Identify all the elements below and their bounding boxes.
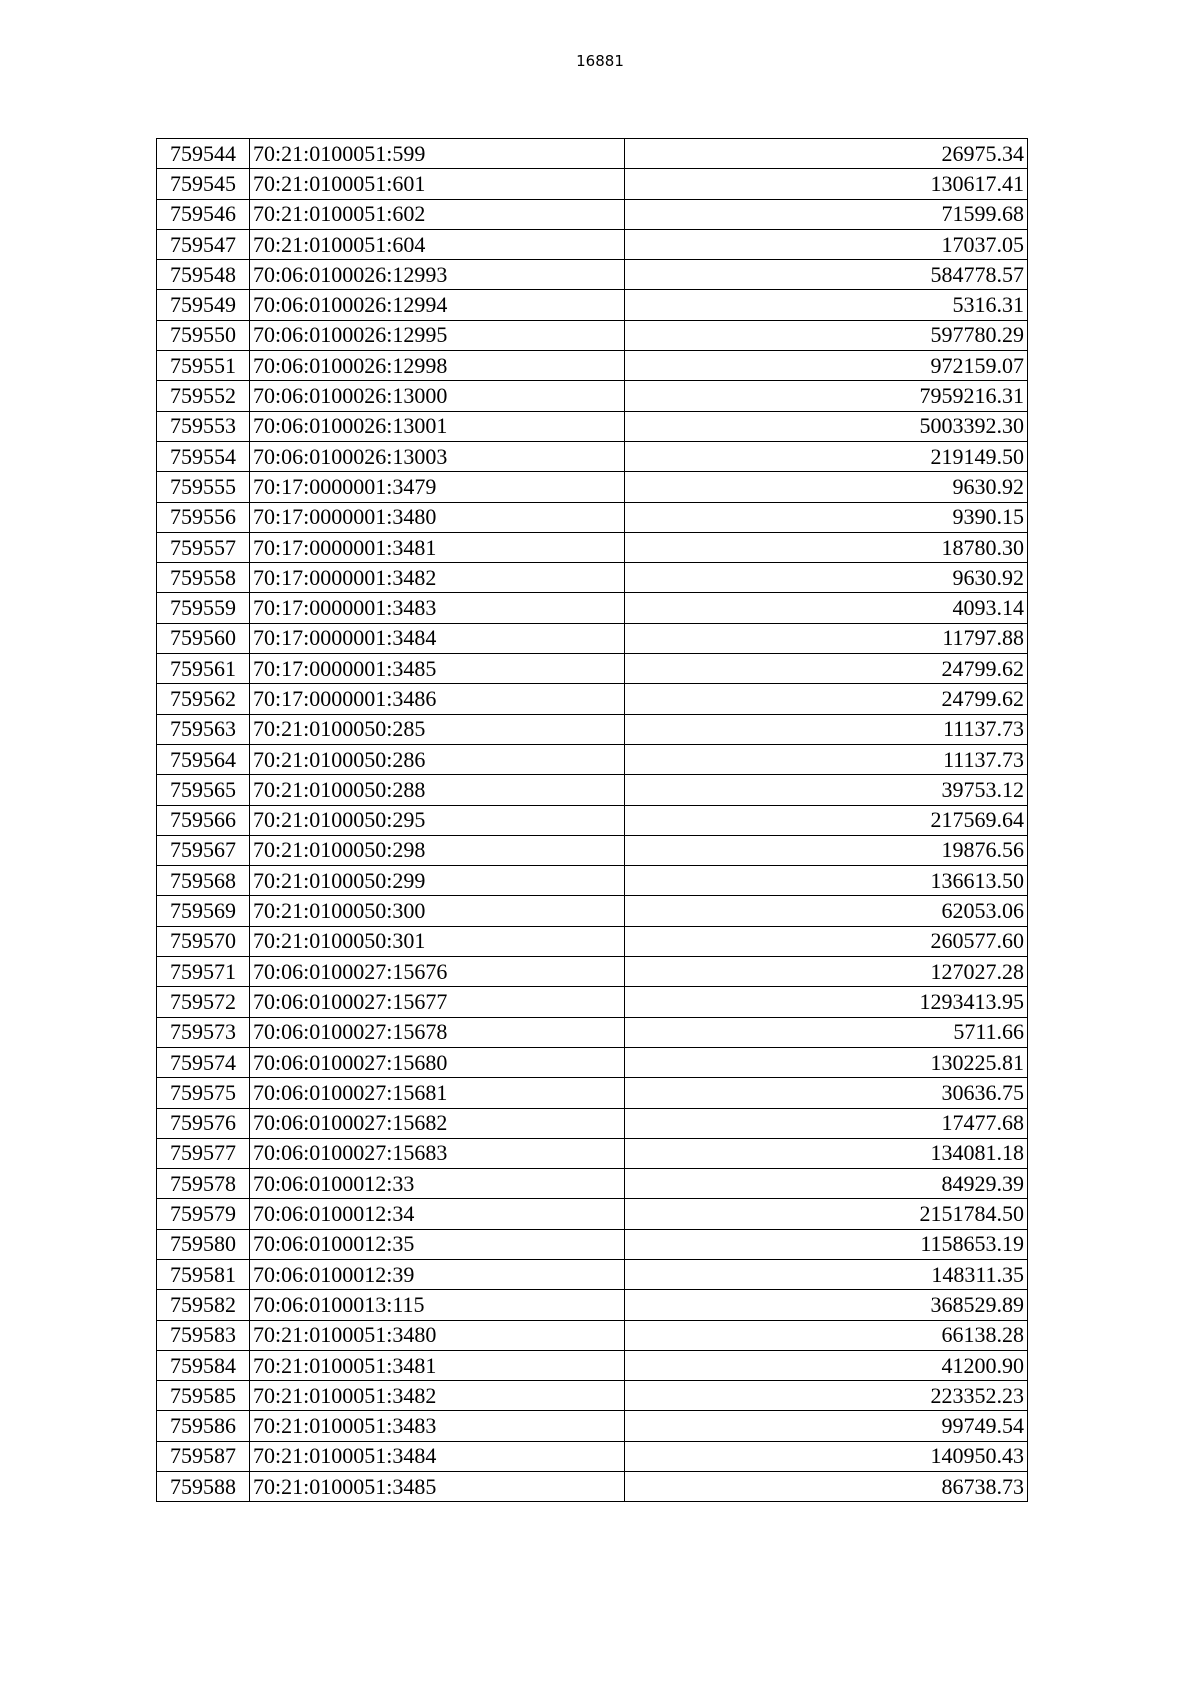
cadastral-value-cell: 219149.50 — [625, 441, 1028, 471]
page-number: 16881 — [576, 52, 624, 70]
cadastral-value-cell: 368529.89 — [625, 1290, 1028, 1320]
table-row — [157, 987, 1028, 1017]
row-number-cell: 759577 — [157, 1138, 250, 1168]
cadastral-value-cell: 24799.62 — [625, 684, 1028, 714]
cadastral-value-cell: 584778.57 — [625, 260, 1028, 290]
cadastral-value-cell: 24799.62 — [625, 654, 1028, 684]
row-number-cell: 759567 — [157, 835, 250, 865]
row-number-cell: 759570 — [157, 926, 250, 956]
row-number-cell: 759546 — [157, 199, 250, 229]
cadastral-value-cell: 11797.88 — [625, 623, 1028, 653]
row-number-cell: 759562 — [157, 684, 250, 714]
cadastral-value-cell: 1293413.95 — [625, 987, 1028, 1017]
cadastral-number-cell: 70:06:0100012:33 — [250, 1169, 625, 1199]
cadastral-value-cell: 223352.23 — [625, 1381, 1028, 1411]
cadastral-value-cell: 5711.66 — [625, 1017, 1028, 1047]
cadastral-value-cell: 972159.07 — [625, 351, 1028, 381]
row-number-cell: 759556 — [157, 502, 250, 532]
row-number-cell: 759576 — [157, 1108, 250, 1138]
cadastral-number-cell: 70:21:0100051:604 — [250, 229, 625, 259]
cadastral-number-cell: 70:17:0000001:3481 — [250, 532, 625, 562]
cadastral-number-cell: 70:06:0100027:15682 — [250, 1108, 625, 1138]
cadastral-number-cell: 70:21:0100050:295 — [250, 805, 625, 835]
table-row — [157, 1078, 1028, 1108]
row-number-cell: 759580 — [157, 1229, 250, 1259]
row-number-cell: 759560 — [157, 623, 250, 653]
cadastral-value-cell: 9630.92 — [625, 472, 1028, 502]
cadastral-number-cell: 70:21:0100051:3480 — [250, 1320, 625, 1350]
table-row — [157, 381, 1028, 411]
cadastral-number-cell: 70:06:0100027:15676 — [250, 957, 625, 987]
row-number-cell: 759574 — [157, 1047, 250, 1077]
row-number-cell: 759549 — [157, 290, 250, 320]
cadastral-value-cell: 597780.29 — [625, 320, 1028, 350]
cadastral-number-cell: 70:17:0000001:3480 — [250, 502, 625, 532]
table-row — [157, 623, 1028, 653]
table-row — [157, 1199, 1028, 1229]
row-number-cell: 759565 — [157, 775, 250, 805]
row-number-cell: 759552 — [157, 381, 250, 411]
row-number-cell: 759564 — [157, 744, 250, 774]
cadastral-number-cell: 70:21:0100050:299 — [250, 866, 625, 896]
cadastral-number-cell: 70:21:0100051:3485 — [250, 1472, 625, 1502]
table-row — [157, 411, 1028, 441]
cadastral-value-cell: 11137.73 — [625, 714, 1028, 744]
cadastral-number-cell: 70:21:0100051:602 — [250, 199, 625, 229]
cadastral-number-cell: 70:06:0100027:15683 — [250, 1138, 625, 1168]
cadastral-number-cell: 70:21:0100051:599 — [250, 139, 625, 169]
table-row — [157, 866, 1028, 896]
cadastral-value-cell: 136613.50 — [625, 866, 1028, 896]
cadastral-value-cell: 4093.14 — [625, 593, 1028, 623]
table-row — [157, 1472, 1028, 1502]
cadastral-number-cell: 70:06:0100026:13001 — [250, 411, 625, 441]
cadastral-value-cell: 30636.75 — [625, 1078, 1028, 1108]
cadastral-number-cell: 70:21:0100051:3483 — [250, 1411, 625, 1441]
cadastral-number-cell: 70:17:0000001:3479 — [250, 472, 625, 502]
cadastral-number-cell: 70:21:0100050:301 — [250, 926, 625, 956]
table-row — [157, 957, 1028, 987]
table-row — [157, 1047, 1028, 1077]
row-number-cell: 759573 — [157, 1017, 250, 1047]
cadastral-value-cell: 71599.68 — [625, 199, 1028, 229]
cadastral-number-cell: 70:21:0100051:3484 — [250, 1441, 625, 1471]
row-number-cell: 759554 — [157, 441, 250, 471]
cadastral-value-cell: 5003392.30 — [625, 411, 1028, 441]
cadastral-value-cell: 127027.28 — [625, 957, 1028, 987]
row-number-cell: 759561 — [157, 654, 250, 684]
row-number-cell: 759555 — [157, 472, 250, 502]
cadastral-number-cell: 70:06:0100026:12994 — [250, 290, 625, 320]
cadastral-value-cell: 217569.64 — [625, 805, 1028, 835]
cadastral-number-cell: 70:17:0000001:3483 — [250, 593, 625, 623]
table-row — [157, 744, 1028, 774]
cadastral-value-cell: 9390.15 — [625, 502, 1028, 532]
row-number-cell: 759563 — [157, 714, 250, 744]
table-row — [157, 441, 1028, 471]
row-number-cell: 759544 — [157, 139, 250, 169]
cadastral-value-table — [156, 138, 1028, 1502]
cadastral-number-cell: 70:06:0100026:13003 — [250, 441, 625, 471]
cadastral-value-cell: 5316.31 — [625, 290, 1028, 320]
table-row — [157, 1259, 1028, 1289]
row-number-cell: 759578 — [157, 1169, 250, 1199]
table-row — [157, 835, 1028, 865]
row-number-cell: 759582 — [157, 1290, 250, 1320]
row-number-cell: 759585 — [157, 1381, 250, 1411]
cadastral-value-cell: 19876.56 — [625, 835, 1028, 865]
table-row — [157, 684, 1028, 714]
table-row — [157, 563, 1028, 593]
cadastral-number-cell: 70:21:0100051:3482 — [250, 1381, 625, 1411]
table-row — [157, 139, 1028, 169]
row-number-cell: 759557 — [157, 532, 250, 562]
row-number-cell: 759581 — [157, 1259, 250, 1289]
row-number-cell: 759572 — [157, 987, 250, 1017]
cadastral-value-cell: 1158653.19 — [625, 1229, 1028, 1259]
table-row — [157, 169, 1028, 199]
cadastral-number-cell: 70:06:0100026:12995 — [250, 320, 625, 350]
table-row — [157, 260, 1028, 290]
cadastral-number-cell: 70:21:0100051:601 — [250, 169, 625, 199]
cadastral-number-cell: 70:21:0100050:285 — [250, 714, 625, 744]
cadastral-number-cell: 70:21:0100051:3481 — [250, 1350, 625, 1380]
row-number-cell: 759551 — [157, 351, 250, 381]
row-number-cell: 759558 — [157, 563, 250, 593]
cadastral-value-cell: 62053.06 — [625, 896, 1028, 926]
cadastral-number-cell: 70:21:0100050:298 — [250, 835, 625, 865]
table-row — [157, 290, 1028, 320]
cadastral-number-cell: 70:17:0000001:3482 — [250, 563, 625, 593]
cadastral-number-cell: 70:17:0000001:3484 — [250, 623, 625, 653]
row-number-cell: 759575 — [157, 1078, 250, 1108]
row-number-cell: 759583 — [157, 1320, 250, 1350]
cadastral-value-cell: 41200.90 — [625, 1350, 1028, 1380]
row-number-cell: 759548 — [157, 260, 250, 290]
row-number-cell: 759566 — [157, 805, 250, 835]
cadastral-value-cell: 84929.39 — [625, 1169, 1028, 1199]
cadastral-number-cell: 70:06:0100026:13000 — [250, 381, 625, 411]
table-row — [157, 1320, 1028, 1350]
cadastral-value-cell: 2151784.50 — [625, 1199, 1028, 1229]
row-number-cell: 759569 — [157, 896, 250, 926]
table-row — [157, 199, 1028, 229]
cadastral-value-cell: 9630.92 — [625, 563, 1028, 593]
row-number-cell: 759553 — [157, 411, 250, 441]
cadastral-number-cell: 70:06:0100027:15678 — [250, 1017, 625, 1047]
table-row — [157, 593, 1028, 623]
table-row — [157, 1229, 1028, 1259]
table-row — [157, 654, 1028, 684]
row-number-cell: 759586 — [157, 1411, 250, 1441]
cadastral-number-cell: 70:17:0000001:3485 — [250, 654, 625, 684]
cadastral-value-cell: 140950.43 — [625, 1441, 1028, 1471]
table-row — [157, 1138, 1028, 1168]
table-row — [157, 775, 1028, 805]
cadastral-number-cell: 70:06:0100027:15681 — [250, 1078, 625, 1108]
table-row — [157, 1381, 1028, 1411]
table-row — [157, 1169, 1028, 1199]
cadastral-number-cell: 70:06:0100012:39 — [250, 1259, 625, 1289]
row-number-cell: 759568 — [157, 866, 250, 896]
cadastral-value-cell: 130617.41 — [625, 169, 1028, 199]
row-number-cell: 759550 — [157, 320, 250, 350]
row-number-cell: 759545 — [157, 169, 250, 199]
cadastral-value-cell: 86738.73 — [625, 1472, 1028, 1502]
table-row — [157, 502, 1028, 532]
table-row — [157, 1350, 1028, 1380]
row-number-cell: 759579 — [157, 1199, 250, 1229]
table-row — [157, 896, 1028, 926]
cadastral-number-cell: 70:21:0100050:286 — [250, 744, 625, 774]
cadastral-number-cell: 70:06:0100012:35 — [250, 1229, 625, 1259]
cadastral-number-cell: 70:06:0100012:34 — [250, 1199, 625, 1229]
row-number-cell: 759559 — [157, 593, 250, 623]
cadastral-value-cell: 99749.54 — [625, 1411, 1028, 1441]
table-row — [157, 351, 1028, 381]
row-number-cell: 759547 — [157, 229, 250, 259]
table-row — [157, 926, 1028, 956]
row-number-cell: 759584 — [157, 1350, 250, 1380]
table-row — [157, 1441, 1028, 1471]
table-row — [157, 1108, 1028, 1138]
cadastral-number-cell: 70:06:0100026:12998 — [250, 351, 625, 381]
cadastral-value-cell: 66138.28 — [625, 1320, 1028, 1350]
cadastral-value-cell: 26975.34 — [625, 139, 1028, 169]
table-row — [157, 714, 1028, 744]
table-row — [157, 532, 1028, 562]
table-row — [157, 472, 1028, 502]
table-row — [157, 805, 1028, 835]
table-body — [157, 139, 1028, 1502]
table-row — [157, 1017, 1028, 1047]
cadastral-value-cell: 134081.18 — [625, 1138, 1028, 1168]
cadastral-number-cell: 70:06:0100027:15677 — [250, 987, 625, 1017]
cadastral-value-cell: 260577.60 — [625, 926, 1028, 956]
table-row — [157, 1290, 1028, 1320]
cadastral-value-cell: 130225.81 — [625, 1047, 1028, 1077]
cadastral-number-cell: 70:17:0000001:3486 — [250, 684, 625, 714]
cadastral-value-cell: 18780.30 — [625, 532, 1028, 562]
cadastral-value-cell: 148311.35 — [625, 1259, 1028, 1289]
cadastral-value-cell: 39753.12 — [625, 775, 1028, 805]
row-number-cell: 759587 — [157, 1441, 250, 1471]
cadastral-value-cell: 7959216.31 — [625, 381, 1028, 411]
table-row — [157, 320, 1028, 350]
cadastral-number-cell: 70:06:0100027:15680 — [250, 1047, 625, 1077]
row-number-cell: 759571 — [157, 957, 250, 987]
cadastral-value-cell: 11137.73 — [625, 744, 1028, 774]
cadastral-number-cell: 70:06:0100026:12993 — [250, 260, 625, 290]
table-row — [157, 229, 1028, 259]
cadastral-number-cell: 70:06:0100013:115 — [250, 1290, 625, 1320]
cadastral-value-cell: 17037.05 — [625, 229, 1028, 259]
cadastral-number-cell: 70:21:0100050:300 — [250, 896, 625, 926]
cadastral-value-cell: 17477.68 — [625, 1108, 1028, 1138]
table-row — [157, 1411, 1028, 1441]
row-number-cell: 759588 — [157, 1472, 250, 1502]
cadastral-number-cell: 70:21:0100050:288 — [250, 775, 625, 805]
